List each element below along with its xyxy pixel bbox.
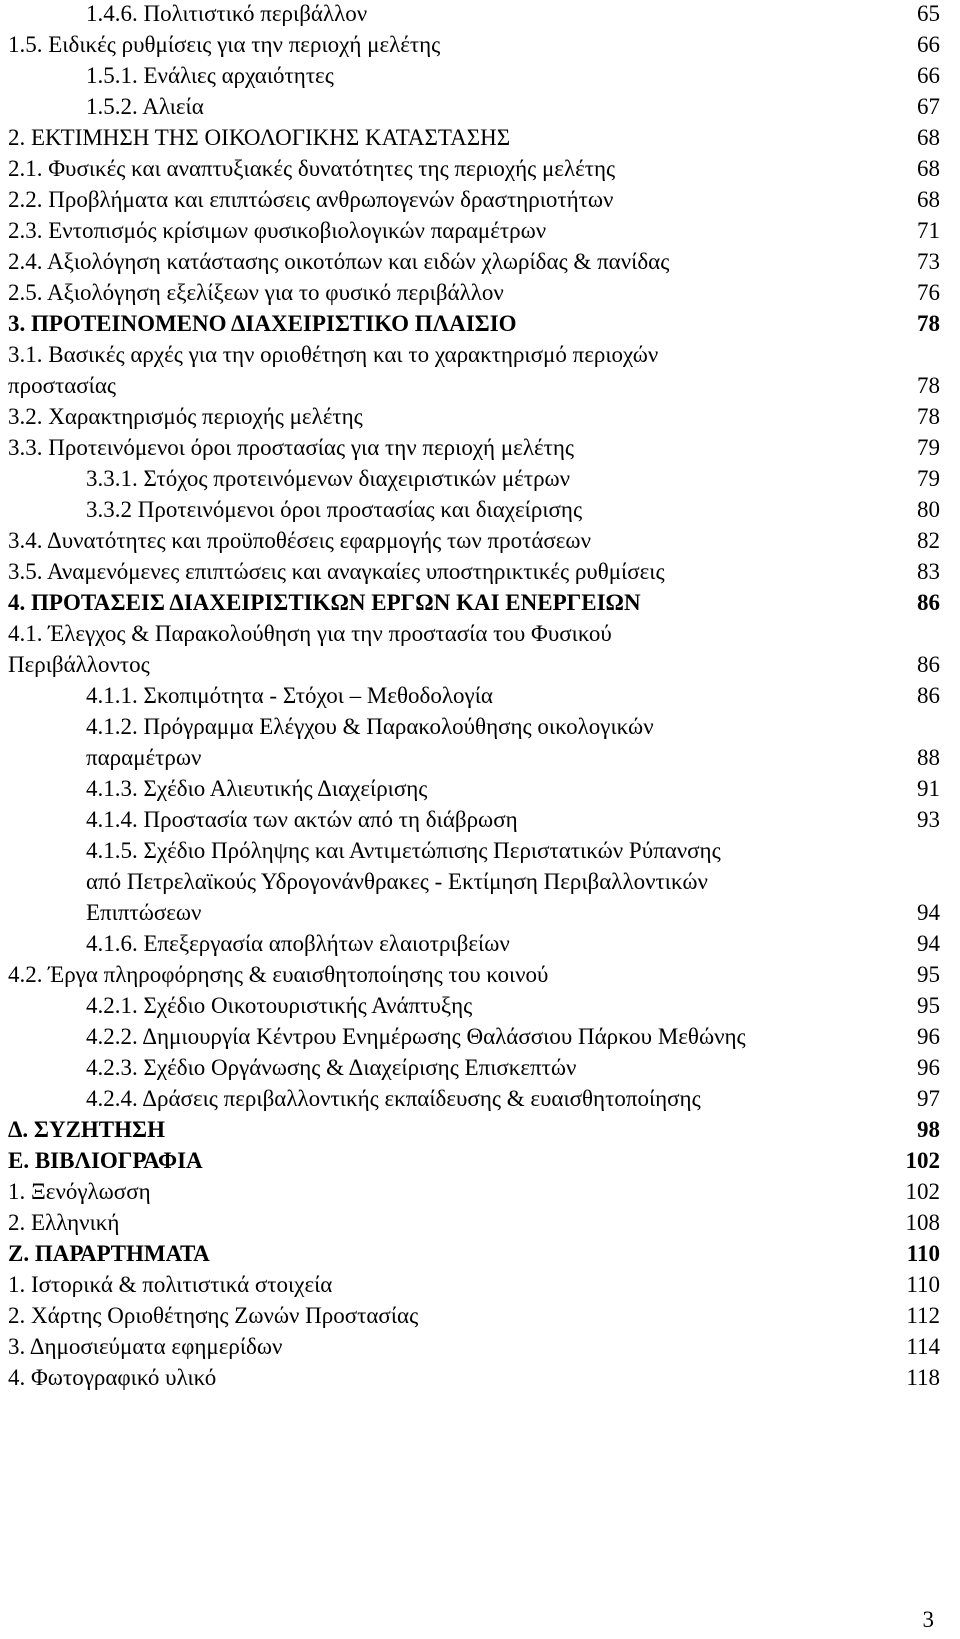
toc-page-number: 82 — [917, 528, 940, 553]
toc-page-number: 79 — [917, 435, 940, 460]
toc-page-number: 91 — [917, 776, 940, 801]
toc-page-number: 98 — [917, 1117, 940, 1142]
toc-page-number: 112 — [906, 1303, 940, 1328]
toc-page-number: 110 — [906, 1272, 940, 1297]
toc-entry-title: Δ. ΣΥΖΗΤΗΣΗ — [8, 1117, 165, 1142]
toc-entry-title: 4.2. Έργα πληροφόρησης & ευαισθητοποίησης του κοινού — [8, 962, 549, 987]
toc-entry-line — [0, 897, 960, 928]
toc-entry-line — [0, 773, 960, 804]
toc-entry-title: 4.1.4. Προστασία των ακτών από τη διάβρωση — [86, 807, 518, 832]
toc-entry-title: 2.1. Φυσικές και αναπτυξιακές δυνατότητες της περιοχής μελέτης — [8, 156, 616, 181]
toc-page-number: 95 — [917, 962, 940, 987]
toc-entry-line — [0, 556, 960, 587]
toc-entry-line — [0, 215, 960, 246]
toc-entry-line — [0, 1362, 960, 1393]
toc-entry-line — [0, 990, 960, 1021]
toc-entry-title: 4.2.3. Σχέδιο Οργάνωσης & Διαχείρισης Επισκεπτών — [86, 1055, 577, 1080]
toc-page-number: 65 — [917, 1, 940, 26]
toc-entry-line — [0, 1145, 960, 1176]
toc-entry-line — [0, 804, 960, 835]
toc-entry-line — [0, 0, 960, 29]
toc-entry-line — [0, 618, 960, 649]
toc-page-number: 79 — [917, 466, 940, 491]
toc-entry-title: 4. Φωτογραφικό υλικό — [8, 1365, 217, 1390]
toc-entry-title: 3.3. Προτεινόμενοι όροι προστασίας για την περιοχή μελέτης — [8, 435, 575, 460]
toc-page-number: 95 — [917, 993, 940, 1018]
toc-entry-title: 3.3.2 Προτεινόμενοι όροι προστασίας και διαχείρισης — [86, 497, 583, 522]
toc-entry-line — [0, 401, 960, 432]
toc-entry-title: παραμέτρων — [86, 745, 202, 770]
toc-page-number: 80 — [917, 497, 940, 522]
toc-entry-title: 4. ΠΡΟΤΑΣΕΙΣ ΔΙΑΧΕΙΡΙΣΤΙΚΩΝ ΕΡΓΩΝ ΚΑΙ ΕΝΕΡΓΕΙΩΝ — [8, 590, 641, 615]
toc-entry-title: 2. Χάρτης Οριοθέτησης Ζωνών Προστασίας — [8, 1303, 419, 1328]
toc-page-number: 68 — [917, 156, 940, 181]
toc-page-number: 108 — [905, 1210, 940, 1235]
toc-entry-title: 1.5.1. Ενάλιες αρχαιότητες — [86, 63, 334, 88]
toc-entry-line — [0, 494, 960, 525]
toc-page-number: 73 — [917, 249, 940, 274]
toc-page-number: 96 — [917, 1055, 940, 1080]
toc-entry-line — [0, 680, 960, 711]
toc-entry-title: 2. Ελληνική — [8, 1210, 120, 1235]
toc-entry-line — [0, 711, 960, 742]
toc-entry-line — [0, 1176, 960, 1207]
toc-entry-line — [0, 1052, 960, 1083]
toc-page-number: 66 — [917, 32, 940, 57]
toc-entry-line — [0, 1207, 960, 1238]
toc-entry-title: 3.3.1. Στόχος προτεινόμενων διαχειριστικών μέτρων — [86, 466, 571, 491]
toc-entry-title: Ε. ΒΙΒΛΙΟΓΡΑΦΙΑ — [8, 1148, 203, 1173]
toc-entry-title: 1. Ιστορικά & πολιτιστικά στοιχεία — [8, 1272, 333, 1297]
toc-entry-line — [0, 1331, 960, 1362]
toc-entry-title: 4.2.4. Δράσεις περιβαλλοντικής εκπαίδευσης & ευαισθητοποίησης — [86, 1086, 701, 1111]
toc-page-number: 78 — [917, 373, 940, 398]
toc-entry-title: 4.2.1. Σχέδιο Οικοτουριστικής Ανάπτυξης — [86, 993, 473, 1018]
toc-entry-line — [0, 122, 960, 153]
toc-page-number: 102 — [905, 1148, 940, 1173]
toc-entry-line — [0, 277, 960, 308]
toc-entry-title: 3. ΠΡΟΤΕΙΝΟΜΕΝΟ ΔΙΑΧΕΙΡΙΣΤΙΚΟ ΠΛΑΙΣΙΟ — [8, 311, 517, 336]
toc-entry-title: 1.4.6. Πολιτιστικό περιβάλλον — [86, 1, 368, 26]
toc-page-number: 76 — [917, 280, 940, 305]
toc-entry-title: 2.2. Προβλήματα και επιπτώσεις ανθρωπογενών δραστηριοτήτων — [8, 187, 614, 212]
toc-page-number: 68 — [917, 125, 940, 150]
toc-entry-title: 4.1. Έλεγχος & Παρακολούθηση για την προστασία του Φυσικού — [8, 621, 612, 646]
toc-entry-line — [0, 370, 960, 401]
toc-entry-title: 4.1.3. Σχέδιο Αλιευτικής Διαχείρισης — [86, 776, 428, 801]
toc-entry-title: 2.4. Αξιολόγηση κατάστασης οικοτόπων και ειδών χλωρίδας & πανίδας — [8, 249, 670, 274]
page-number: 3 — [922, 1607, 934, 1632]
toc-entry-title: Περιβάλλοντος — [8, 652, 150, 677]
toc-entry-title: 2.3. Εντοπισμός κρίσιμων φυσικοβιολογικών παραμέτρων — [8, 218, 547, 243]
toc-entry-title: 4.2.2. Δημιουργία Κέντρου Ενημέρωσης Θαλάσσιου Πάρκου Μεθώνης — [86, 1024, 746, 1049]
toc-entry-line — [0, 1114, 960, 1145]
toc-entry-line — [0, 649, 960, 680]
toc-entry-line — [0, 308, 960, 339]
toc-entry-line — [0, 1021, 960, 1052]
toc-entry-line — [0, 959, 960, 990]
toc-entry-title: 4.1.5. Σχέδιο Πρόληψης και Αντιμετώπισης Περιστατικών Ρύπανσης — [86, 838, 721, 863]
toc-entry-title: 4.1.2. Πρόγραμμα Ελέγχου & Παρακολούθησης οικολογικών — [86, 714, 654, 739]
toc-entry-title: 3.2. Χαρακτηρισμός περιοχής μελέτης — [8, 404, 363, 429]
toc-page-number: 88 — [917, 745, 940, 770]
toc-entry-title: 1.5.2. Αλιεία — [86, 94, 204, 119]
toc-page-number: 86 — [917, 683, 940, 708]
toc-page-number: 93 — [917, 807, 940, 832]
toc-entry-line — [0, 29, 960, 60]
toc-entry-title: 3.1. Βασικές αρχές για την οριοθέτηση και το χαρακτηρισμό περιοχών — [8, 342, 659, 367]
toc-page-number: 66 — [917, 63, 940, 88]
toc-entry-title: 2. ΕΚΤΙΜΗΣΗ ΤΗΣ ΟΙΚΟΛΟΓΙΚΗΣ ΚΑΤΑΣΤΑΣΗΣ — [8, 125, 511, 150]
toc-page-number: 102 — [905, 1179, 940, 1204]
toc-entry-line — [0, 184, 960, 215]
toc-entry-line — [0, 339, 960, 370]
toc-entry-line — [0, 1269, 960, 1300]
toc-page-number: 78 — [917, 311, 940, 336]
toc-entry-line — [0, 866, 960, 897]
toc-entry-line — [0, 246, 960, 277]
toc-entry-title: 4.1.1. Σκοπιμότητα - Στόχοι – Μεθοδολογία — [86, 683, 493, 708]
toc-page-number: 114 — [906, 1334, 940, 1359]
toc-page-number: 71 — [917, 218, 940, 243]
toc-page-number: 118 — [906, 1365, 940, 1390]
toc-entry-line — [0, 1083, 960, 1114]
toc-entry-line — [0, 60, 960, 91]
toc-entry-title: από Πετρελαϊκούς Υδρογονάνθρακες - Εκτίμηση Περιβαλλοντικών — [86, 869, 708, 894]
toc-entry-line — [0, 1300, 960, 1331]
toc-page-number: 86 — [917, 590, 940, 615]
toc-page-number: 96 — [917, 1024, 940, 1049]
toc-entry-line — [0, 1238, 960, 1269]
toc-page-number: 94 — [917, 900, 940, 925]
toc-page-number: 83 — [917, 559, 940, 584]
toc-entry-line — [0, 463, 960, 494]
toc-entry-title: 2.5. Αξιολόγηση εξελίξεων για το φυσικό περιβάλλον — [8, 280, 504, 305]
toc-entry-line — [0, 432, 960, 463]
toc-entry-line — [0, 928, 960, 959]
toc-entry-title: Ζ. ΠΑΡΑΡΤΗΜΑΤΑ — [8, 1241, 210, 1266]
toc-entry-line — [0, 835, 960, 866]
toc-page-number: 78 — [917, 404, 940, 429]
toc-entry-line — [0, 91, 960, 122]
toc-page-number: 110 — [906, 1241, 940, 1266]
toc-entry-title: 3.4. Δυνατότητες και προϋποθέσεις εφαρμογής των προτάσεων — [8, 528, 591, 553]
toc-page-number: 67 — [917, 94, 940, 119]
toc-entry-title: 3.5. Αναμενόμενες επιπτώσεις και αναγκαίες υποστηρικτικές ρυθμίσεις — [8, 559, 665, 584]
toc-entry-line — [0, 525, 960, 556]
toc-entry-line — [0, 587, 960, 618]
toc-entry-title: 1.5. Ειδικές ρυθμίσεις για την περιοχή μελέτης — [8, 32, 441, 57]
toc-entry-title: 4.1.6. Επεξεργασία αποβλήτων ελαιοτριβείων — [86, 931, 510, 956]
toc-entry-title: 3. Δημοσιεύματα εφημερίδων — [8, 1334, 283, 1359]
toc-entry-title: προστασίας — [8, 373, 117, 398]
toc-entry-line — [0, 742, 960, 773]
toc-page-number: 97 — [917, 1086, 940, 1111]
toc-entry-title: Επιπτώσεων — [86, 900, 202, 925]
toc-entry-line — [0, 153, 960, 184]
toc-page-number: 86 — [917, 652, 940, 677]
toc-entry-title: 1. Ξενόγλωσση — [8, 1179, 151, 1204]
toc-page-number: 68 — [917, 187, 940, 212]
toc-page-number: 94 — [917, 931, 940, 956]
